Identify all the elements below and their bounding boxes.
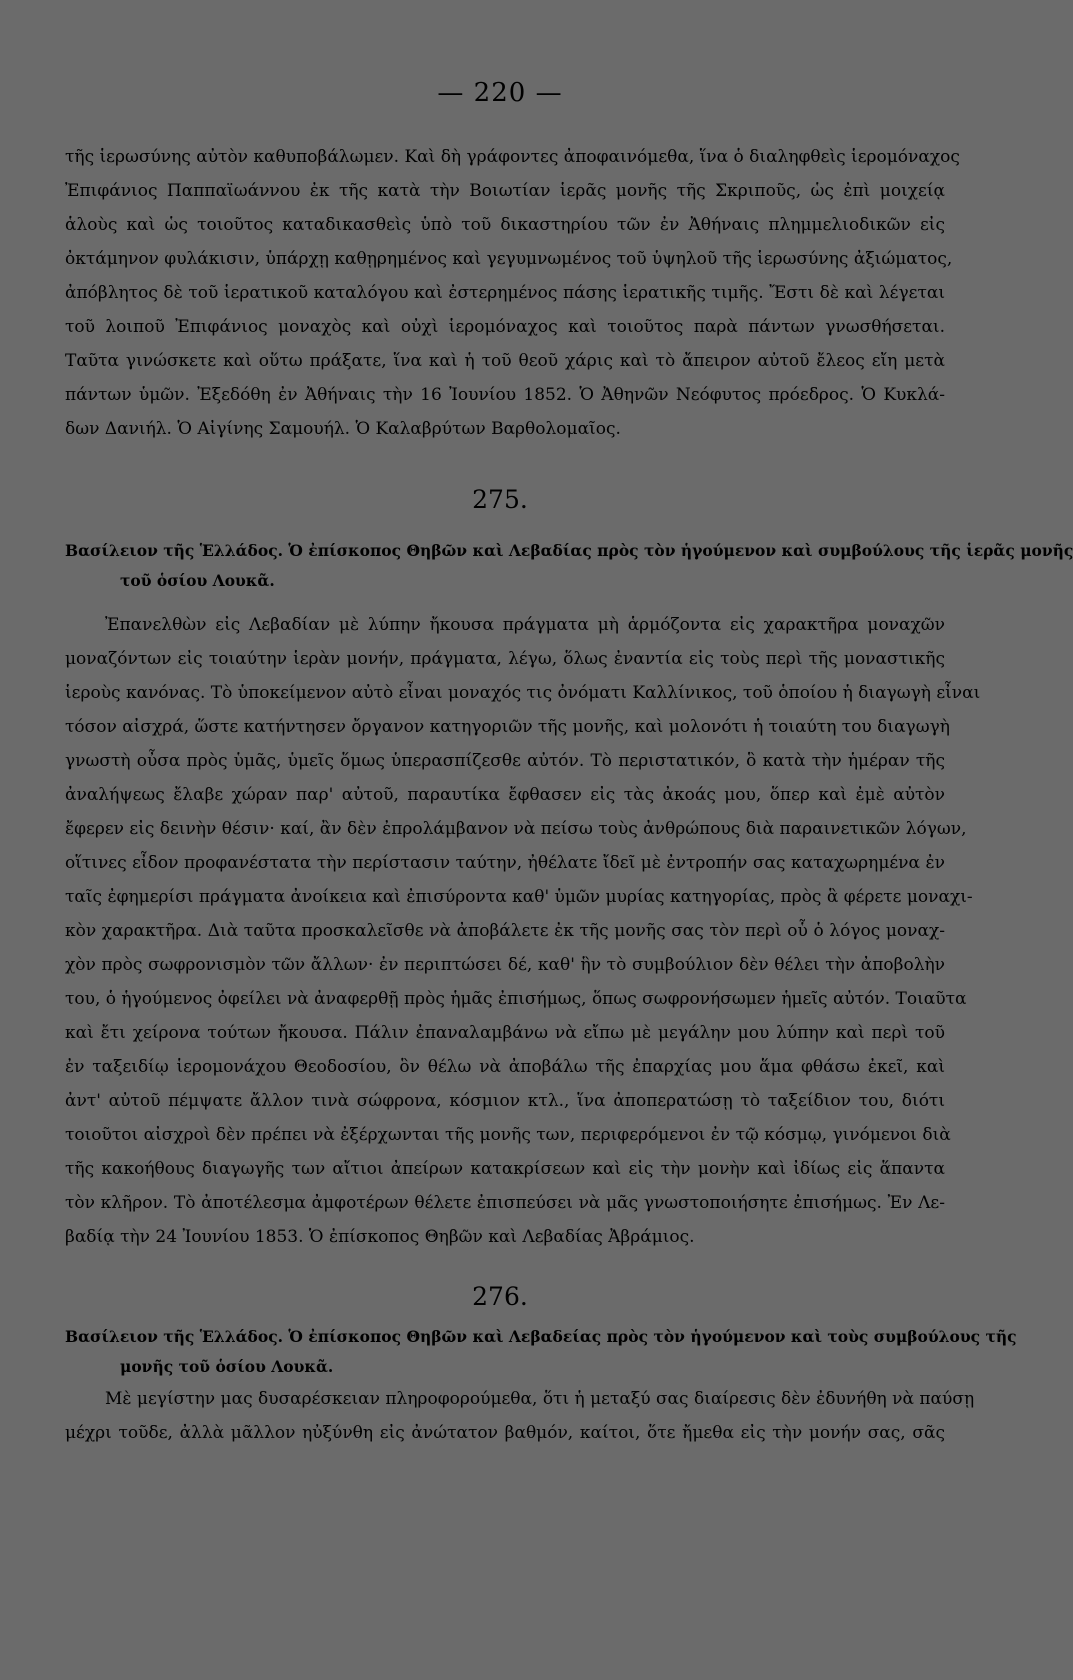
text-line: πάντων ὑμῶν. Ἐξεδόθη ἐν Ἀθήναις τὴν 16 Ἰουνίου 1852. Ὁ Ἀθηνῶν Νεόφυτος πρόεδρος. Ὁ Κυκλά- [65,385,945,405]
text-line: Ἐπανελθὼν εἰς Λεβαδίαν μὲ λύπην ἤκουσα πράγματα μὴ ἁρμόζοντα εἰς χαρακτῆρα μοναχῶν [105,615,945,635]
document-number-275: 275. [472,485,528,514]
text-line: μέχρι τοῦδε, ἀλλὰ μᾶλλον ηὐξύνθη εἰς ἀνώτατον βαθμόν, καίτοι, ὅτε ἤμεθα εἰς τὴν μονήν σας, σᾶς [65,1423,945,1443]
text-line: ἱεροὺς κανόνας. Τὸ ὑποκείμενον αὐτὸ εἶναι μοναχός τις ὀνόματι Καλλίνικος, τοῦ ὁποίου ἡ διαγωγὴ εἶναι [65,683,981,703]
text-line: του, ὁ ἡγούμενος ὀφείλει νὰ ἀναφερθῇ πρὸς ἡμᾶς ἐπισήμως, ὅπως σωφρονήσωμεν ἡμεῖς αὐτόν. Τοιαῦτα [65,989,967,1009]
text-line: τῆς ἱερωσύνης αὐτὸν καθυποβάλωμεν. Καὶ δὴ γράφοντες ἀποφαινόμεθα, ἵνα ὁ διαληφθεὶς ἱερομόναχος [65,147,960,167]
text-line: ἀναλήψεως ἔλαβε χώραν παρ' αὐτοῦ, παραυτίκα ἔφθασεν εἰς τὰς ἀκοάς μου, ὅπερ καὶ ἐμὲ αὐτὸν [65,785,945,805]
text-line: ὀκτάμηνον φυλάκισιν, ὑπάρχῃ καθῃρημένος καὶ γεγυμνωμένος τοῦ ὑψηλοῦ τῆς ἱερωσύνης ἀξιώματος, [65,249,953,269]
page-number: — 220 — [437,78,563,108]
text-line: τοιοῦτοι αἰσχροὶ δὲν πρέπει νὰ ἐξέρχωνται τῆς μονῆς των, περιφερόμενοι ἐν τῷ κόσμῳ, γινόμενοι διὰ [65,1125,951,1145]
document-number-276: 276. [472,1282,528,1311]
text-line: γνωστὴ οὖσα πρὸς ὑμᾶς, ὑμεῖς ὅμως ὑπερασπίζεσθε αὐτόν. Τὸ περιστατικόν, ὃ κατὰ τὴν ἡμέραν τῆς [65,751,945,771]
text-line: ἐν ταξειδίῳ ἱερομονάχου Θεοδοσίου, ὃν θέλω νὰ ἀποβάλω τῆς ἐπαρχίας μου ἅμα φθάσω ἐκεῖ, καὶ [65,1057,945,1077]
document-276-heading [65,1322,1017,1382]
text-line: δων Δανιήλ. Ὁ Αἰγίνης Σαμουήλ. Ὁ Καλαβρύτων Βαρθολομαῖος. [65,419,621,439]
text-line: ἀπόβλητος δὲ τοῦ ἱερατικοῦ καταλόγου καὶ ἐστερημένος πάσης ἱερατικῆς τιμῆς. Ἔστι δὲ καὶ λέγεται [65,283,945,303]
text-line: ἔφερεν εἰς δεινὴν θέσιν· καί, ἂν δὲν ἐπρολάμβανον νὰ πείσω τοὺς ἀνθρώπους διὰ παραινετικῶν λόγων, [65,819,967,839]
heading-line: Βασίλειον τῆς Ἑλλάδος. Ὁ ἐπίσκοπος Θηβῶν καὶ Λεβαδίας πρὸς τὸν ἡγούμενον καὶ συμβούλους τῆς ἱερᾶς μονῆς [65,541,1073,560]
document-275-heading [65,536,1073,596]
continuation-block [65,140,960,446]
text-line: ταῖς ἐφημερίσι πράγματα ἀνοίκεια καὶ ἐπισύροντα καθ' ὑμῶν μυρίας κατηγορίας, πρὸς ἃ φέρετε μοναχι- [65,887,973,907]
document-275-body [65,608,981,1254]
heading-line: Βασίλειον τῆς Ἑλλάδος. Ὁ ἐπίσκοπος Θηβῶν καὶ Λεβαδείας πρὸς τὸν ἡγούμενον καὶ τοὺς συμβούλους τῆς [65,1327,1017,1346]
text-line: τὸν κλῆρον. Τὸ ἀποτέλεσμα ἀμφοτέρων θέλετε ἐπισπεύσει νὰ μᾶς γνωστοποιήσητε ἐπισήμως. Ἐν Λε- [65,1193,945,1213]
text-line: ἁλοὺς καὶ ὡς τοιοῦτος καταδικασθεὶς ὑπὸ τοῦ δικαστηρίου τῶν ἐν Ἀθήναις πλημμελιοδικῶν εἰς [65,215,945,235]
text-line: βαδίᾳ τὴν 24 Ἰουνίου 1853. Ὁ ἐπίσκοπος Θηβῶν καὶ Λεβαδίας Ἀβράμιος. [65,1227,695,1247]
text-line: οἵτινες εἶδον προφανέστατα τὴν περίστασιν ταύτην, ἠθέλατε ἴδεῖ μὲ ἐντροπήν σας καταχωρημένα ἐν [65,853,945,873]
document-276-body [65,1382,975,1450]
text-line: τῆς κακοήθους διαγωγῆς των αἴτιοι ἀπείρων κατακρίσεων καὶ εἰς τὴν μονὴν καὶ ἰδίως εἰς ἅπαντα [65,1159,945,1179]
text-line: τοῦ λοιποῦ Ἐπιφάνιος μοναχὸς καὶ οὐχὶ ἱερομόναχος καὶ τοιοῦτος παρὰ πάντων γνωσθήσεται. [65,317,945,337]
text-line: Ταῦτα γινώσκετε καὶ οὕτω πράξατε, ἵνα καὶ ἡ τοῦ θεοῦ χάρις καὶ τὸ ἄπειρον αὐτοῦ ἔλεος εἴη μετὰ [65,351,945,371]
text-line: καὶ ἔτι χείρονα τούτων ἤκουσα. Πάλιν ἐπαναλαμβάνω νὰ εἴπω μὲ μεγάλην μου λύπην καὶ περὶ τοῦ [65,1023,945,1043]
text-line: Ἐπιφάνιος Παππαϊωάννου ἐκ τῆς κατὰ τὴν Βοιωτίαν ἱερᾶς μονῆς τῆς Σκριποῦς, ὡς ἐπὶ μοιχείᾳ [65,181,945,201]
heading-line: τοῦ ὁσίου Λουκᾶ. [120,571,275,590]
text-line: κὸν χαρακτῆρα. Διὰ ταῦτα προσκαλεῖσθε νὰ ἀποβάλετε ἐκ τῆς μονῆς σας τὸν περὶ οὗ ὁ λόγος μοναχ- [65,921,945,941]
text-line: Μὲ μεγίστην μας δυσαρέσκειαν πληροφορούμεθα, ὅτι ἡ μεταξύ σας διαίρεσις δὲν ἐδυνήθη νὰ παύσῃ [105,1389,975,1409]
text-line: ἀντ' αὐτοῦ πέμψατε ἄλλον τινὰ σώφρονα, κόσμιον κτλ., ἵνα ἀποπερατώσῃ τὸ ταξείδιον του, διότι [65,1091,945,1111]
heading-line: μονῆς τοῦ ὁσίου Λουκᾶ. [120,1357,334,1376]
text-line: χὸν πρὸς σωφρονισμὸν τῶν ἄλλων· ἐν περιπτώσει δέ, καθ' ἣν τὸ συμβούλιον δὲν θέλει τὴν ἀποβολὴν [65,955,945,975]
text-line: τόσον αἰσχρά, ὥστε κατήντησεν ὄργανον κατηγοριῶν τῆς μονῆς, καὶ μολονότι ἡ τοιαύτη του διαγωγὴ [65,717,950,737]
text-line: μοναζόντων εἰς τοιαύτην ἱερὰν μονήν, πράγματα, λέγω, ὅλως ἐναντία εἰς τοὺς περὶ τῆς μοναστικῆς [65,649,945,669]
